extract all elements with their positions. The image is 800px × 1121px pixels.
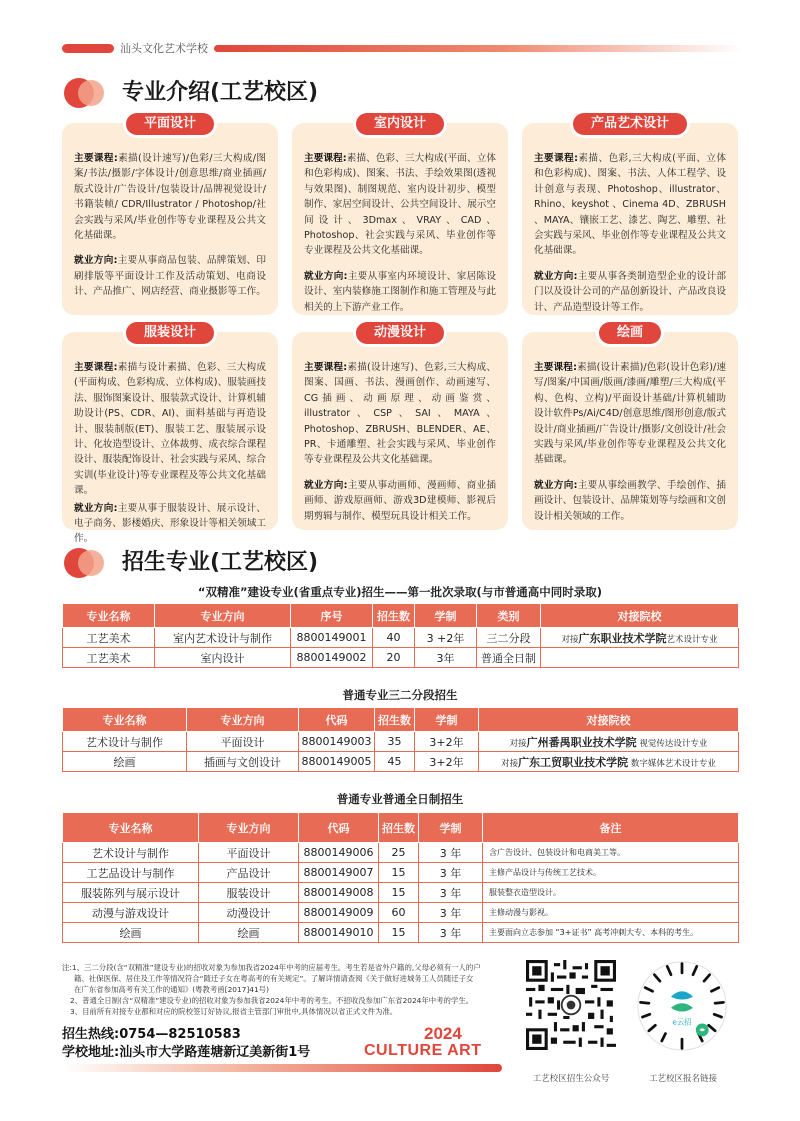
- col-header: 代码: [299, 708, 375, 732]
- footnote-line: 在广东省参加高考有关工作的通知》(粤教考函[2017]41号): [74, 985, 269, 994]
- major-card-title: 动漫设计: [356, 322, 444, 344]
- heading-circle-icon: [78, 80, 104, 106]
- major-card-product-design: [522, 116, 738, 315]
- col-header: 专业方向: [155, 604, 291, 628]
- table-row: 工艺美术 室内设计 8800149002 20 3年 普通全日制: [63, 648, 739, 668]
- footnotes: [62, 962, 542, 1017]
- footnote-line: 注:1、三二分段(含“双精准”建设专业)的招收对象为参加我省2024年中考的应届考生。考生若是省外户籍的,父母必须有一人的户: [62, 963, 481, 972]
- page-header: [62, 42, 742, 56]
- major-direction: 就业方向:主要从事各类制造型企业的设计部门以及设计公司的产品创新设计、产品改良设计、产品造型设计等工作。: [534, 270, 726, 313]
- table-row: 工艺美术 室内艺术设计与制作 8800149001 40 3 +2年 三二分段 对接广东职业技术学院艺术设计专业: [63, 628, 739, 648]
- col-header: 类别: [477, 604, 541, 628]
- brand-slogan: CULTURE ART: [364, 1042, 482, 1059]
- footnote-line: 2、普通全日制(含“双精准”建设专业)的招收对象为参加我省2024年中考的考生。不招收没参加广东省2024年中考的学生。: [70, 996, 474, 1005]
- footnote-line: 3、目前所有对接专业都和对应的院校签订好协议,报省主管部门审批中,具体情况以省正式文件为准。: [70, 1007, 398, 1016]
- section-title: 招生专业(工艺校区): [122, 550, 319, 575]
- mini-program-code-icon[interactable]: [636, 960, 728, 1052]
- major-card-interior-design: [292, 116, 508, 315]
- major-card-title: 室内设计: [356, 113, 444, 135]
- major-courses: 主要课程:素描(设计速写)、色彩,三大构成、图案、国画、书法、漫画创作、动画速写、CG插画、动画原理、动画鉴赏、illustrator、CSP、SAI、MAYA、Photoshop、ZBRUSH、BLENDER、AE、PR、卡通雕塑、社会实践与采风、毕业创作等专业课程及公共文化基础课。: [304, 362, 496, 466]
- major-card-animation-design: [292, 325, 508, 530]
- table-header-row: [63, 813, 739, 843]
- table-header-row: [63, 708, 739, 732]
- col-header: 学制: [415, 708, 479, 732]
- col-header: 专业名称: [63, 708, 187, 732]
- col-header: 招生数: [375, 708, 415, 732]
- header-accent-pill: [62, 44, 114, 53]
- major-courses: 主要课程:素描(设计素描)/色彩(设计色彩)/速写/图案/中国画/版画/漆画/雕塑/三大构成(平构、色构、立构)/平面设计基础/计算机辅助设计软件Ps/Ai/C4D/创意思维/图形创意/版式设计/商业插画/广告设计/摄影/文创设计/社会实践与采风/毕业创作等专业课程及公共文化基础课。: [534, 362, 726, 466]
- col-header: 备注: [483, 813, 739, 843]
- major-card-painting: [522, 325, 738, 530]
- table-row: 艺术设计与制作 平面设计 8800149003 35 3+2年 对接广州番禺职业技术学院 视觉传达设计专业: [63, 732, 739, 752]
- footer-gradient-bar: [62, 1064, 502, 1072]
- table-row: 动漫与游戏设计 动漫设计 8800149009 60 3 年 主修动漫与影视。: [63, 903, 739, 923]
- major-direction: 就业方向:主要从事绘画教学、手绘创作、插画设计、包装设计、品牌策划等与绘画和文创设计相关领域的工作。: [534, 479, 726, 522]
- table-row: 艺术设计与制作 平面设计 8800149006 25 3 年 含广告设计、包装设计和电商美工等。: [63, 843, 739, 863]
- table-full-time: [62, 812, 739, 943]
- partner-college: 对接广东职业技术学院艺术设计专业: [541, 628, 739, 648]
- col-header: 学制: [415, 604, 477, 628]
- major-card-title: 服装设计: [126, 322, 214, 344]
- partner-college: 对接广州番禺职业技术学院 视觉传达设计专业: [479, 732, 739, 752]
- major-direction: 就业方向:主要从事动画师、漫画师、商业插画师、游戏原画师、游戏3D建模师、影视后期剪辑与制作、模型玩具设计相关工作。: [304, 479, 496, 522]
- col-header: 代码: [299, 813, 379, 843]
- table-row: 服装陈列与展示设计 服装设计 8800149008 15 3 年 服装整衣造型设计。: [63, 883, 739, 903]
- table2-title: 普通专业三二分段招生: [342, 688, 458, 702]
- section-title: 专业介绍(工艺校区): [122, 80, 319, 105]
- major-courses: 主要课程:素描(设计速写)/色彩/三大构成/图案/书法/摄影/字体设计/创意思维/商业插画/版式设计/广告设计/包装设计/品牌视觉设计/书籍装帧/ CDR/Illustrator / Photoshop/社会实践与采风/毕业创作等专业课程及公共文化基础课。: [74, 153, 266, 242]
- major-courses: 主要课程:素描与设计素描、色彩、三大构成(平面构成、色彩构成、立体构成)、服装画技法、服饰图案设计、服装款式设计、计算机辅助设计(PS、CDR、AI)、面料基础与再造设计、服装制版(ET)、服装工艺、服装展示设计、化妆造型设计、立体裁剪、成衣综合课程设计、服装配饰设计、社会实践与采风、综合实训(毕业设计)等专业课程及等公共文化基础课。: [74, 362, 266, 497]
- table-row: 绘画 插画与文创设计 8800149005 45 3+2年 对接广东工贸职业技术学院 数字媒体艺术设计专业: [63, 752, 739, 772]
- svg-text:e云招: e云招: [672, 1017, 692, 1027]
- major-card-title: 平面设计: [126, 113, 214, 135]
- col-header: 专业名称: [63, 604, 155, 628]
- col-header: 专业方向: [187, 708, 299, 732]
- major-card-title: 产品艺术设计: [573, 113, 687, 135]
- col-header: 招生数: [379, 813, 419, 843]
- table-row: 绘画 绘画 8800149010 15 3 年 主要面向立志参加 “3+证书” 高考冲刺大专、本科的考生。: [63, 923, 739, 943]
- major-courses: 主要课程:素描、色彩,三大构成(平面、立体和色彩构成)、图案、书法、人体工程学、设计创意与表现、Photoshop、illustrator、Rhino、keyshot 、Cinema 4D、ZBRUSH 、MAYA、镶嵌工艺、漆艺、陶艺、雕塑、社会实践与采风、毕业创作等专业课程及公共文化基础课。: [534, 153, 726, 257]
- major-courses: 主要课程:素描、色彩、三大构成(平面、立体和色彩构成)、图案、书法、手绘效果图(透视与效果图)、制图规范、室内设计初步、模型制作、家居空间设计、公共空间设计、展示空间设计、3Dmax、VRAY、CAD、Photoshop、社会实践与采风、毕业创作等专业课程及公共文化基础课。: [304, 153, 496, 257]
- contact-block: [62, 1026, 310, 1062]
- major-card-fashion-design: [62, 325, 278, 545]
- qr-code-icon[interactable]: [526, 960, 616, 1050]
- brand-year: 2024: [424, 1024, 462, 1043]
- heading-circle-icon: [78, 550, 104, 576]
- qr-caption: 工艺校区招生公众号: [532, 1074, 610, 1084]
- section-intro-heading: [64, 76, 404, 110]
- major-card-title: 绘画: [599, 322, 661, 344]
- col-header: 专业名称: [63, 813, 199, 843]
- col-header: 序号: [291, 604, 373, 628]
- section-enroll-heading: [64, 546, 404, 580]
- table-row: 工艺品设计与制作 产品设计 8800149007 15 3 年 主修产品设计与传统工艺技术。: [63, 863, 739, 883]
- col-header: 招生数: [373, 604, 415, 628]
- major-card-graphic-design: [62, 116, 278, 315]
- qr-caption: 工艺校区报名链接: [648, 1074, 717, 1084]
- footnote-line: 籍、社保医保、居住及工作等情况符合“随迁子女在粤高考的有关规定”。了解详情请查阅《关于做好进城务工人员随迁子女: [74, 974, 474, 983]
- hotline: 招生热线:0754—82510583: [62, 1027, 241, 1042]
- col-header: 学制: [419, 813, 483, 843]
- col-header: 对接院校: [479, 708, 739, 732]
- table3-title: 普通专业普通全日制招生: [336, 792, 464, 806]
- table-header-row: [63, 604, 739, 628]
- major-direction: 就业方向:主要从事商品包装、品牌策划、印刷排版等平面设计工作及活动策划、电商设计、产品推广、网店经营、商业摄影等工作。: [74, 255, 266, 298]
- table-three-two-segment: [62, 707, 739, 772]
- partner-college: [541, 648, 739, 668]
- table-double-precision: [62, 603, 739, 668]
- col-header: 对接院校: [541, 604, 739, 628]
- major-direction: 就业方向:主要从事于服装设计、展示设计、电子商务、影楼婚庆、形象设计等相关领域工作。: [74, 502, 266, 545]
- partner-college: 对接广东工贸职业技术学院 数字媒体艺术设计专业: [479, 752, 739, 772]
- school-name: 汕头文化艺术学校: [120, 42, 208, 55]
- col-header: 专业方向: [199, 813, 299, 843]
- header-gradient-bar: [214, 45, 742, 52]
- major-direction: 就业方向:主要从事室内环境设计、家居陈设设计、室内装修施工图制作和施工管理及与此相关的上下游产业工作。: [304, 270, 496, 313]
- table1-title: “双精准”建设专业(省重点专业)招生——第一批次录取(与市普通高中同时录取): [197, 585, 603, 599]
- address: 学校地址:汕头市大学路莲塘新辽美新街1号: [62, 1045, 311, 1060]
